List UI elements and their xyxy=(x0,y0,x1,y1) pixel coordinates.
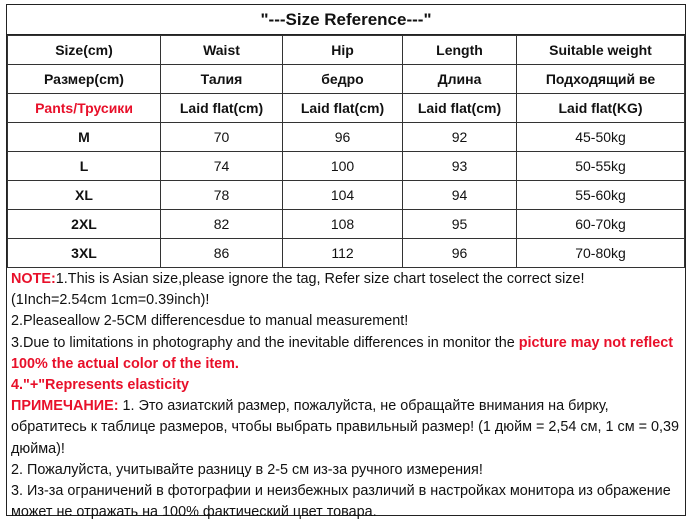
note-label-ru: ПРИМЕЧАНИЕ: xyxy=(11,398,119,415)
weight-cell: 70-80kg xyxy=(517,239,685,268)
header-row-ru xyxy=(8,65,685,94)
header-cell: Size(cm) xyxy=(8,36,161,65)
unit-cell: Laid flat(KG) xyxy=(517,94,685,123)
header-cell: Waist xyxy=(161,36,283,65)
chart-title: "---Size Reference---" xyxy=(7,5,685,35)
hip-cell: 100 xyxy=(283,152,403,181)
category-label: Pants/Трусики xyxy=(8,94,161,123)
length-cell: 96 xyxy=(403,239,517,268)
waist-cell: 78 xyxy=(161,181,283,210)
notes-section xyxy=(11,269,679,523)
table-row xyxy=(8,239,685,268)
hip-cell: 108 xyxy=(283,210,403,239)
size-cell: M xyxy=(8,123,161,152)
note-ru-2: 2. Пожалуйста, учитывайте разницу в 2-5 см из-за ручного измерения! xyxy=(11,461,483,478)
table-row xyxy=(8,181,685,210)
note-text: 1.This is Asian size,please ignore the tag, Refer size chart toselect the correct size!(1Inch=2.54cm 1cm=0.39inch)! xyxy=(11,271,585,309)
waist-cell: 70 xyxy=(161,123,283,152)
weight-cell: 60-70kg xyxy=(517,210,685,239)
note-ru-1 xyxy=(11,396,679,460)
header-cell: Длина xyxy=(403,65,517,94)
hip-cell: 104 xyxy=(283,181,403,210)
waist-cell: 74 xyxy=(161,152,283,181)
unit-cell: Laid flat(cm) xyxy=(283,94,403,123)
header-cell: Hip xyxy=(283,36,403,65)
note-label: NOTE: xyxy=(11,271,56,287)
size-cell: L xyxy=(8,152,161,181)
waist-cell: 86 xyxy=(161,239,283,268)
hip-cell: 112 xyxy=(283,239,403,268)
header-row-units xyxy=(8,94,685,123)
length-cell: 93 xyxy=(403,152,517,181)
size-cell: 2XL xyxy=(8,210,161,239)
length-cell: 92 xyxy=(403,123,517,152)
table-row xyxy=(8,123,685,152)
header-cell: Suitable weight xyxy=(517,36,685,65)
size-cell: 3XL xyxy=(8,239,161,268)
note-1 xyxy=(11,269,679,311)
length-cell: 95 xyxy=(403,210,517,239)
table-row xyxy=(8,152,685,181)
hip-cell: 96 xyxy=(283,123,403,152)
size-table xyxy=(7,35,685,268)
size-chart xyxy=(6,4,686,521)
unit-cell: Laid flat(cm) xyxy=(403,94,517,123)
weight-cell: 45-50kg xyxy=(517,123,685,152)
header-cell: Талия xyxy=(161,65,283,94)
note-ru-3: 3. Из-за ограничений в фотографии и неизбежных различий в настройках монитора из ображение может не отражать на 100% фактический цвет товара. xyxy=(11,483,671,521)
length-cell: 94 xyxy=(403,181,517,210)
table-row xyxy=(8,210,685,239)
note-4: 4."+"Represents elasticity xyxy=(11,377,190,394)
header-row-en xyxy=(8,36,685,65)
header-cell: Length xyxy=(403,36,517,65)
header-cell: Подходящий ве xyxy=(517,65,685,94)
size-cell: XL xyxy=(8,181,161,210)
unit-cell: Laid flat(cm) xyxy=(161,94,283,123)
header-cell: Размер(cm) xyxy=(8,65,161,94)
note-text: 1. Это азиатский размер, пожалуйста, не обращайте внимания на бирку, обратитесь к таблице размеров, чтобы выбрать правильный размер! (1 дюйм = 2,54 см, 1 см = 0,39 дюйма)! xyxy=(11,398,679,457)
note-text: 3.Due to limitations in photography and the inevitable differences in monitor the xyxy=(11,334,519,351)
weight-cell: 50-55kg xyxy=(517,152,685,181)
weight-cell: 55-60kg xyxy=(517,181,685,210)
note-highlight: picture may not reflect 100% the actual color of the item. xyxy=(11,334,674,372)
note-2: 2.Pleaseallow 2-5CM differencesdue to manual measurement! xyxy=(11,313,409,330)
waist-cell: 82 xyxy=(161,210,283,239)
note-3 xyxy=(11,333,679,375)
header-cell: бедро xyxy=(283,65,403,94)
